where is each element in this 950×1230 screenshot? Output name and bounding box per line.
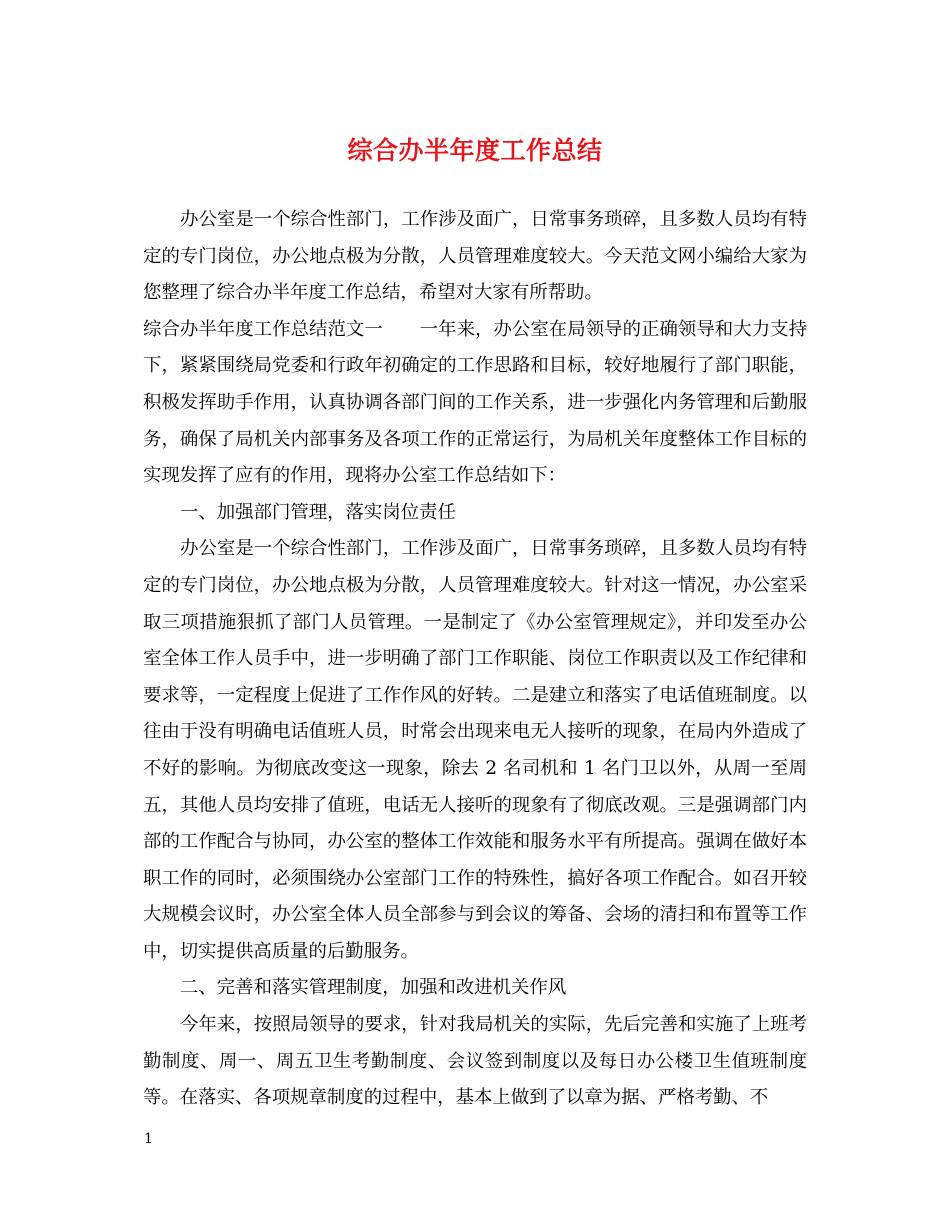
document-body — [143, 202, 807, 1117]
paragraph-section-2: 今年来，按照局领导的要求，针对我局机关的实际，先后完善和实施了上班考勤制度、周一、周五卫生考勤制度、会议签到制度以及每日办公楼卫生值班制度等。在落实、各项规章制度的过程中，基本上做到了以章为据、严格考勤、不 — [143, 1014, 807, 1109]
page-title: 综合办半年度工作总结 — [347, 136, 603, 165]
section-heading-1: 一、加强部门管理，落实岗位责任 — [180, 501, 456, 523]
paragraph-section-1: 办公室是一个综合性部门，工作涉及面广，日常事务琐碎，且多数人员均有特定的专门岗位，办公地点极为分散，人员管理难度较大。针对这一情况，办公室采取三项措施狠抓了部门人员管理。一是制定了《办公室管理规定》，并印发至办公室全体工作人员手中，进一步明确了部门工作职能、岗位工作职责以及工作纪律和要求等，一定程度上促进了工作作风的好转。二是建立和落实了电话值班制度。以往由于没有明确电话值班人员，时常会出现来电无人接听的现象，在局内外造成了不好的影响。为彻底改变这一现象，除去 2 名司机和 1 名门卫以外，从周一至周五，其他人员均安排了值班，电话无人接听的现象有了彻底改观。三是强调部门内部的工作配合与协同，办公室的整体工作效能和服务水平有所提高。强调在做好本职工作的同时，必须围绕办公室部门工作的特殊性，搞好各项工作配合。如召开较大规模会议时，办公室全体人员全部参与到会议的筹备、会场的清扫和布置等工作中，切实提供高质量的后勤服务。 — [143, 538, 807, 962]
page-number: 1 — [144, 1131, 153, 1147]
paragraph-intro: 办公室是一个综合性部门，工作涉及面广，日常事务琐碎，且多数人员均有特定的专门岗位，办公地点极为分散，人员管理难度较大。今天范文网小编给大家为您整理了综合办半年度工作总结，希望对大家有所帮助。 — [143, 209, 807, 304]
section-heading-2: 二、完善和落实管理制度，加强和改进机关作风 — [180, 977, 567, 999]
paragraph-sample-one: 综合办半年度工作总结范文一 一年来，办公室在局领导的正确领导和大力支持下，紧紧围绕局党委和行政年初确定的工作思路和目标，较好地履行了部门职能，积极发挥助手作用，认真协调各部门间的工作关系，进一步强化内务管理和后勤服务，确保了局机关内部事务及各项工作的正常运行，为局机关年度整体工作目标的实现发挥了应有的作用，现将办公室工作总结如下： — [143, 318, 807, 487]
